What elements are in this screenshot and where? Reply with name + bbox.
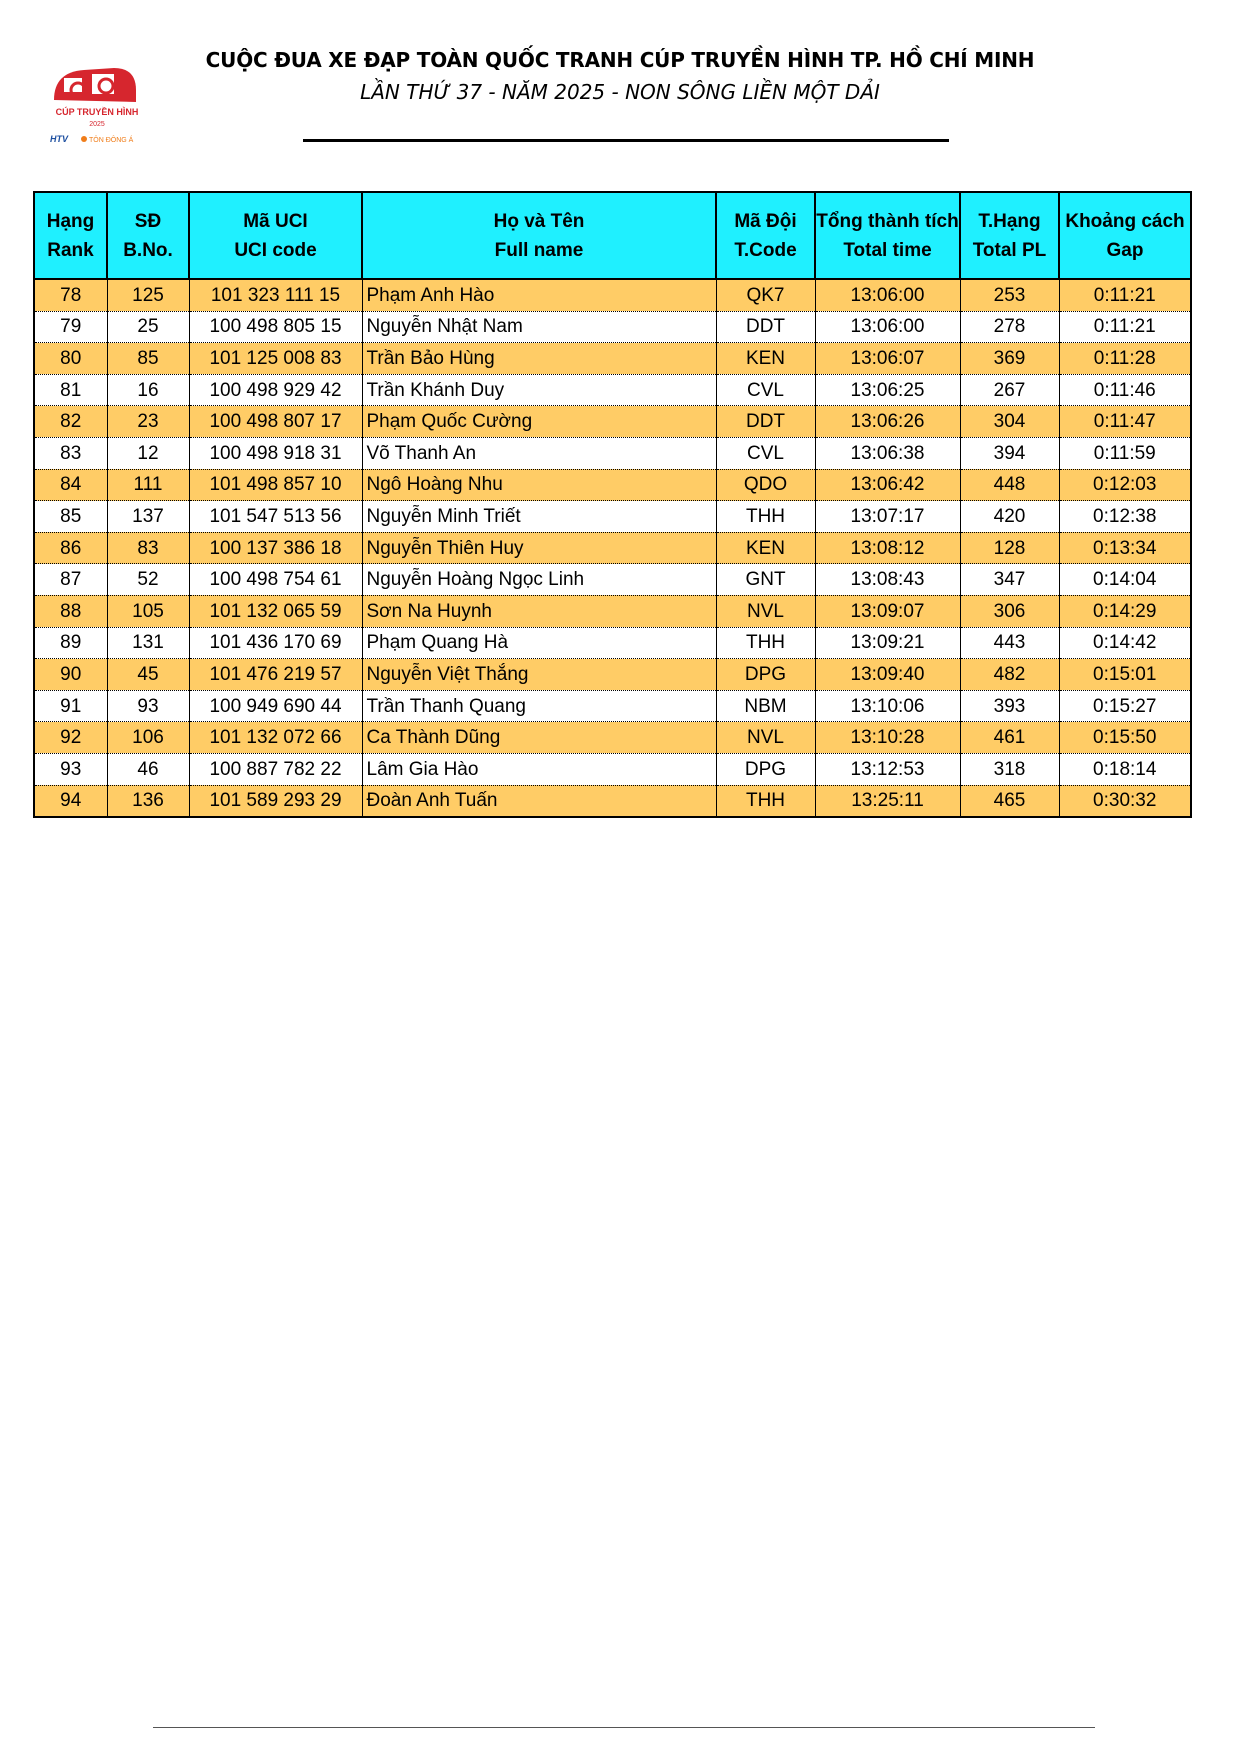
column-header-en: B.No.: [123, 239, 173, 261]
footer-divider: [153, 1727, 1095, 1728]
table-row: [34, 753, 1191, 785]
table-cell: 13:06:25: [815, 374, 960, 406]
table-cell: 0:11:47: [1059, 406, 1191, 438]
table-cell: DDT: [716, 406, 815, 438]
column-header-vi: Hạng: [46, 210, 95, 232]
table-cell: THH: [716, 501, 815, 533]
table-cell: Võ Thanh An: [362, 437, 716, 469]
table-cell: 100 498 918 31: [189, 437, 362, 469]
table-cell: 0:15:27: [1059, 690, 1191, 722]
results-table: [33, 191, 1192, 818]
table-cell: 79: [34, 311, 107, 343]
table-cell: 318: [960, 753, 1059, 785]
table-cell: Nguyễn Minh Triết: [362, 501, 716, 533]
table-row: [34, 722, 1191, 754]
table-cell: 0:13:34: [1059, 532, 1191, 564]
table-cell: 13:08:43: [815, 564, 960, 596]
table-cell: 125: [107, 279, 189, 311]
table-cell: 100 498 807 17: [189, 406, 362, 438]
event-logo: [44, 60, 150, 150]
table-cell: 93: [107, 690, 189, 722]
column-header-en: Total PL: [972, 239, 1047, 261]
table-cell: 0:15:50: [1059, 722, 1191, 754]
table-cell: 0:11:59: [1059, 437, 1191, 469]
table-cell: 82: [34, 406, 107, 438]
column-header-vi: T.Hạng: [978, 210, 1041, 232]
table-cell: QDO: [716, 469, 815, 501]
table-cell: 86: [34, 532, 107, 564]
column-header-en: UCI code: [234, 239, 317, 261]
table-cell: DPG: [716, 659, 815, 691]
table-cell: 304: [960, 406, 1059, 438]
table-cell: 13:10:28: [815, 722, 960, 754]
column-header-vi: Mã Đội: [734, 210, 797, 232]
table-cell: 101 125 008 83: [189, 343, 362, 375]
table-cell: Phạm Quang Hà: [362, 627, 716, 659]
table-cell: 101 476 219 57: [189, 659, 362, 691]
table-cell: 0:11:28: [1059, 343, 1191, 375]
table-cell: 394: [960, 437, 1059, 469]
column-header-vi: Họ và Tên: [493, 210, 585, 232]
table-row: [34, 343, 1191, 375]
table-cell: NVL: [716, 595, 815, 627]
table-cell: 85: [107, 343, 189, 375]
table-cell: 94: [34, 785, 107, 817]
page-subtitle: LẦN THỨ 37 - NĂM 2025 - NON SÔNG LIỀN MỘT DẢI: [360, 80, 880, 104]
column-header-en: Rank: [47, 239, 94, 261]
table-cell: 12: [107, 437, 189, 469]
table-cell: 131: [107, 627, 189, 659]
table-cell: Phạm Quốc Cường: [362, 406, 716, 438]
table-cell: 253: [960, 279, 1059, 311]
table-cell: 16: [107, 374, 189, 406]
table-cell: Phạm Anh Hào: [362, 279, 716, 311]
table-row: [34, 627, 1191, 659]
table-cell: 13:06:00: [815, 311, 960, 343]
table-cell: 101 132 072 66: [189, 722, 362, 754]
table-cell: NBM: [716, 690, 815, 722]
table-row: [34, 785, 1191, 817]
table-cell: 105: [107, 595, 189, 627]
table-cell: QK7: [716, 279, 815, 311]
table-row: [34, 469, 1191, 501]
table-cell: 100 137 386 18: [189, 532, 362, 564]
table-cell: 13:09:21: [815, 627, 960, 659]
table-row: [34, 532, 1191, 564]
table-cell: 13:07:17: [815, 501, 960, 533]
table-cell: 306: [960, 595, 1059, 627]
table-cell: 100 498 929 42: [189, 374, 362, 406]
column-header: [189, 192, 362, 279]
column-header: [960, 192, 1059, 279]
table-cell: 111: [107, 469, 189, 501]
table-cell: 0:11:21: [1059, 279, 1191, 311]
table-cell: 465: [960, 785, 1059, 817]
table-cell: 137: [107, 501, 189, 533]
table-cell: GNT: [716, 564, 815, 596]
column-header: [815, 192, 960, 279]
table-cell: 267: [960, 374, 1059, 406]
table-cell: 100 498 754 61: [189, 564, 362, 596]
table-cell: 0:14:29: [1059, 595, 1191, 627]
column-header-en: Gap: [1106, 239, 1144, 261]
table-cell: 100 949 690 44: [189, 690, 362, 722]
table-cell: Ca Thành Dũng: [362, 722, 716, 754]
table-cell: Ngô Hoàng Nhu: [362, 469, 716, 501]
table-cell: 78: [34, 279, 107, 311]
table-cell: Lâm Gia Hào: [362, 753, 716, 785]
table-cell: 93: [34, 753, 107, 785]
table-cell: 83: [34, 437, 107, 469]
table-cell: Trần Thanh Quang: [362, 690, 716, 722]
table-cell: 13:25:11: [815, 785, 960, 817]
table-cell: 23: [107, 406, 189, 438]
table-cell: THH: [716, 627, 815, 659]
table-cell: 85: [34, 501, 107, 533]
table-cell: 101 323 111 15: [189, 279, 362, 311]
table-cell: 89: [34, 627, 107, 659]
table-cell: 88: [34, 595, 107, 627]
table-cell: 13:06:26: [815, 406, 960, 438]
column-header-en: Full name: [494, 239, 584, 261]
page-title: CUỘC ĐUA XE ĐẠP TOÀN QUỐC TRANH CÚP TRUYỀN HÌNH TP. HỒ CHÍ MINH: [205, 48, 1035, 72]
table-cell: 81: [34, 374, 107, 406]
column-header-vi: Khoảng cách: [1065, 210, 1185, 232]
table-cell: 420: [960, 501, 1059, 533]
column-header: [716, 192, 815, 279]
table-cell: DDT: [716, 311, 815, 343]
table-cell: 128: [960, 532, 1059, 564]
table-cell: 52: [107, 564, 189, 596]
table-cell: CVL: [716, 374, 815, 406]
table-cell: DPG: [716, 753, 815, 785]
column-header: [362, 192, 716, 279]
table-cell: 13:06:38: [815, 437, 960, 469]
table-cell: 13:06:07: [815, 343, 960, 375]
table-cell: 45: [107, 659, 189, 691]
table-cell: 347: [960, 564, 1059, 596]
table-header-row: [34, 192, 1191, 279]
table-row: [34, 406, 1191, 438]
table-cell: 25: [107, 311, 189, 343]
logo-sponsor-htv: HTV: [50, 134, 68, 144]
table-cell: 443: [960, 627, 1059, 659]
table-cell: 101 498 857 10: [189, 469, 362, 501]
table-row: [34, 501, 1191, 533]
table-cell: 13:06:00: [815, 279, 960, 311]
table-cell: 461: [960, 722, 1059, 754]
table-row: [34, 659, 1191, 691]
column-header-en: T.Code: [734, 239, 797, 261]
table-cell: 83: [107, 532, 189, 564]
table-row: [34, 279, 1191, 311]
table-cell: 87: [34, 564, 107, 596]
table-cell: KEN: [716, 532, 815, 564]
table-cell: 369: [960, 343, 1059, 375]
table-cell: Nguyễn Việt Thắng: [362, 659, 716, 691]
table-row: [34, 564, 1191, 596]
table-cell: 136: [107, 785, 189, 817]
cup-truyen-hinh-logo-icon: [44, 60, 150, 150]
table-cell: 0:12:38: [1059, 501, 1191, 533]
table-cell: 393: [960, 690, 1059, 722]
table-row: [34, 374, 1191, 406]
table-cell: 91: [34, 690, 107, 722]
table-row: [34, 690, 1191, 722]
table-cell: Nguyễn Hoàng Ngọc Linh: [362, 564, 716, 596]
table-cell: 106: [107, 722, 189, 754]
table-cell: 13:09:40: [815, 659, 960, 691]
table-row: [34, 437, 1191, 469]
table-cell: 0:14:42: [1059, 627, 1191, 659]
table-cell: 448: [960, 469, 1059, 501]
table-cell: Trần Bảo Hùng: [362, 343, 716, 375]
table-row: [34, 311, 1191, 343]
table-cell: CVL: [716, 437, 815, 469]
table-cell: 278: [960, 311, 1059, 343]
table-cell: 0:30:32: [1059, 785, 1191, 817]
table-cell: 0:11:46: [1059, 374, 1191, 406]
table-cell: 100 887 782 22: [189, 753, 362, 785]
column-header-vi: Tổng thành tích: [816, 210, 959, 232]
table-cell: 46: [107, 753, 189, 785]
table-cell: 0:11:21: [1059, 311, 1191, 343]
table-cell: Sơn Na Huynh: [362, 595, 716, 627]
table-row: [34, 595, 1191, 627]
column-header: [1059, 192, 1191, 279]
column-header-vi: SĐ: [134, 210, 162, 232]
table-cell: 13:12:53: [815, 753, 960, 785]
column-header: [107, 192, 189, 279]
table-cell: 80: [34, 343, 107, 375]
table-cell: Đoàn Anh Tuấn: [362, 785, 716, 817]
header-divider: [303, 139, 949, 142]
table-cell: THH: [716, 785, 815, 817]
column-header-en: Total time: [843, 239, 932, 261]
table-cell: 482: [960, 659, 1059, 691]
table-cell: 92: [34, 722, 107, 754]
table-cell: 0:15:01: [1059, 659, 1191, 691]
logo-text: CÚP TRUYỀN HÌNH: [55, 107, 139, 117]
table-cell: 13:08:12: [815, 532, 960, 564]
table-cell: 84: [34, 469, 107, 501]
logo-sponsor-tondonga: TÔN ĐÔNG Á: [89, 137, 134, 144]
table-cell: 0:14:04: [1059, 564, 1191, 596]
table-body: [34, 279, 1191, 817]
table-cell: 13:06:42: [815, 469, 960, 501]
table-cell: Nguyễn Thiên Huy: [362, 532, 716, 564]
table-cell: 101 589 293 29: [189, 785, 362, 817]
table-cell: 0:12:03: [1059, 469, 1191, 501]
table-cell: 13:09:07: [815, 595, 960, 627]
column-header-vi: Mã UCI: [243, 210, 308, 232]
logo-year: 2025: [89, 121, 105, 128]
table-cell: Nguyễn Nhật Nam: [362, 311, 716, 343]
table-cell: 0:18:14: [1059, 753, 1191, 785]
table-cell: KEN: [716, 343, 815, 375]
table-cell: Trần Khánh Duy: [362, 374, 716, 406]
table-cell: NVL: [716, 722, 815, 754]
table-cell: 101 436 170 69: [189, 627, 362, 659]
table-cell: 101 547 513 56: [189, 501, 362, 533]
column-header: [34, 192, 107, 279]
table-cell: 13:10:06: [815, 690, 960, 722]
table-cell: 100 498 805 15: [189, 311, 362, 343]
table-cell: 90: [34, 659, 107, 691]
table-cell: 101 132 065 59: [189, 595, 362, 627]
